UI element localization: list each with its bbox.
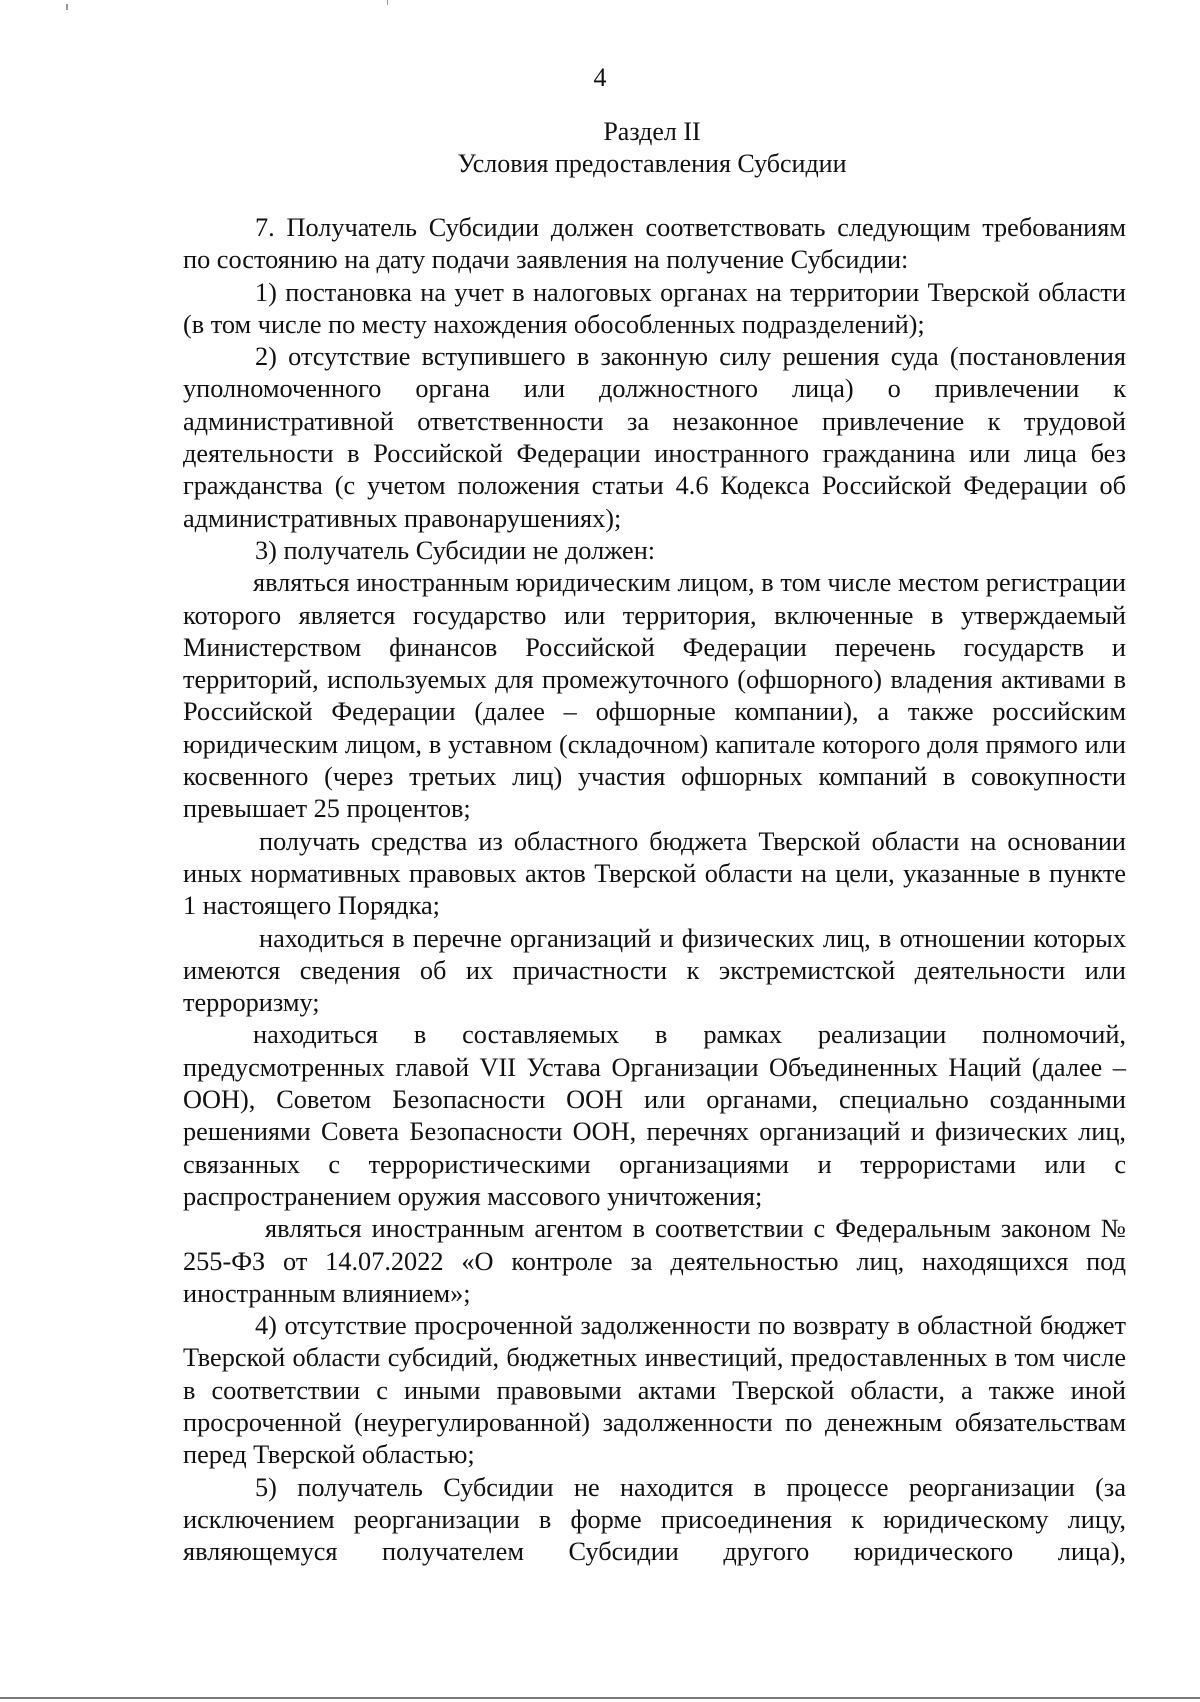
paragraph-regional-budget: получать средства из областного бюджета Тверской области на основании иных нормативных правовых актов Тверской области на цели, указанные в пункте 1 настоящего Порядка; (183, 826, 1126, 921)
paragraph-item-4: 4) отсутствие просроченной задолженности по возврату в областной бюджет Тверской области субсидий, бюджетных инвестиций, предоставленных в том числе в соответствии с иными правовыми актами Тверской области, а также иной просроченной (неурегулированной) задолженности по денежным обязательствам перед Тверской областью; (183, 1311, 1126, 1470)
paragraph-item-1: 1) постановка на учет в налоговых органах на территории Тверской области (в том числе по месту нахождения обособленных подразделений); (183, 277, 1126, 339)
page-number: 4 (593, 63, 607, 92)
paragraph-foreign-agent: являться иностранным агентом в соответствии с Федеральным законом № 255-ФЗ от 14.07.2022 «О контроле за деятельностью лиц, находящихся под иностранным влиянием»; (183, 1214, 1126, 1308)
paragraph-7: 7. Получатель Субсидии должен соответствовать следующим требованиям по состоянию на дату подачи заявления на получение Субсидии: (183, 213, 1126, 275)
paragraph-item-2: 2) отсутствие вступившего в законную силу решения суда (постановления уполномоченного органа или должностного лица) о привлечении к административной ответственности за незаконное привлечение к трудовой деятельности в Российской Федерации иностранного гражданина или лица без гражданства (с учетом положения статьи 4.6 Кодекса Российской Федерации об административных правонарушениях); (183, 342, 1126, 533)
section-label: Раздел II (603, 117, 701, 146)
scan-bottom-edge (0, 1697, 1200, 1699)
paragraph-un-list: находиться в составляемых в рамках реализации полномочий, предусмотренных главой VII Устава Организации Объединенных Наций (далее – ООН), Советом Безопасности ООН или органами, специально созданными решениями Совета Безопасности ООН, перечнях организаций и физических лиц, связанных с террористическими организациями и террористами или с распространением оружия массового уничтожения; (183, 1020, 1126, 1211)
paragraph-foreign-entity: являться иностранным юридическим лицом, в том числе местом регистрации которого является государство или территория, включенные в утверждаемый Министерством финансов Российской Федерации перечень государств и территорий, используемых для промежуточного (офшорного) владения активами в Российской Федерации (далее – офшорные компании), а также российским юридическим лицом, в уставном (складочном) капитале которого доля прямого или косвенного (через третьих лиц) участия офшорных компаний в совокупности превышает 25 процентов; (183, 568, 1126, 824)
scan-speck (66, 4, 68, 10)
paragraph-item-5: 5) получатель Субсидии не находится в процессе реорганизации (за исключением реорганизации в форме присоединения к юридическому лицу, являющемуся получателем Субсидии другого юридического лица), (183, 1472, 1126, 1567)
paragraph-extremism-list: находиться в перечне организаций и физических лиц, в отношении которых имеются сведения об их причастности к экстремистской деятельности или терроризму; (183, 923, 1126, 1018)
paragraph-item-3: 3) получатель Субсидии не должен: (255, 535, 656, 565)
section-title: Условия предоставления Субсидии (457, 149, 847, 178)
document-body (183, 212, 1126, 1568)
scan-speck (387, 0, 388, 5)
